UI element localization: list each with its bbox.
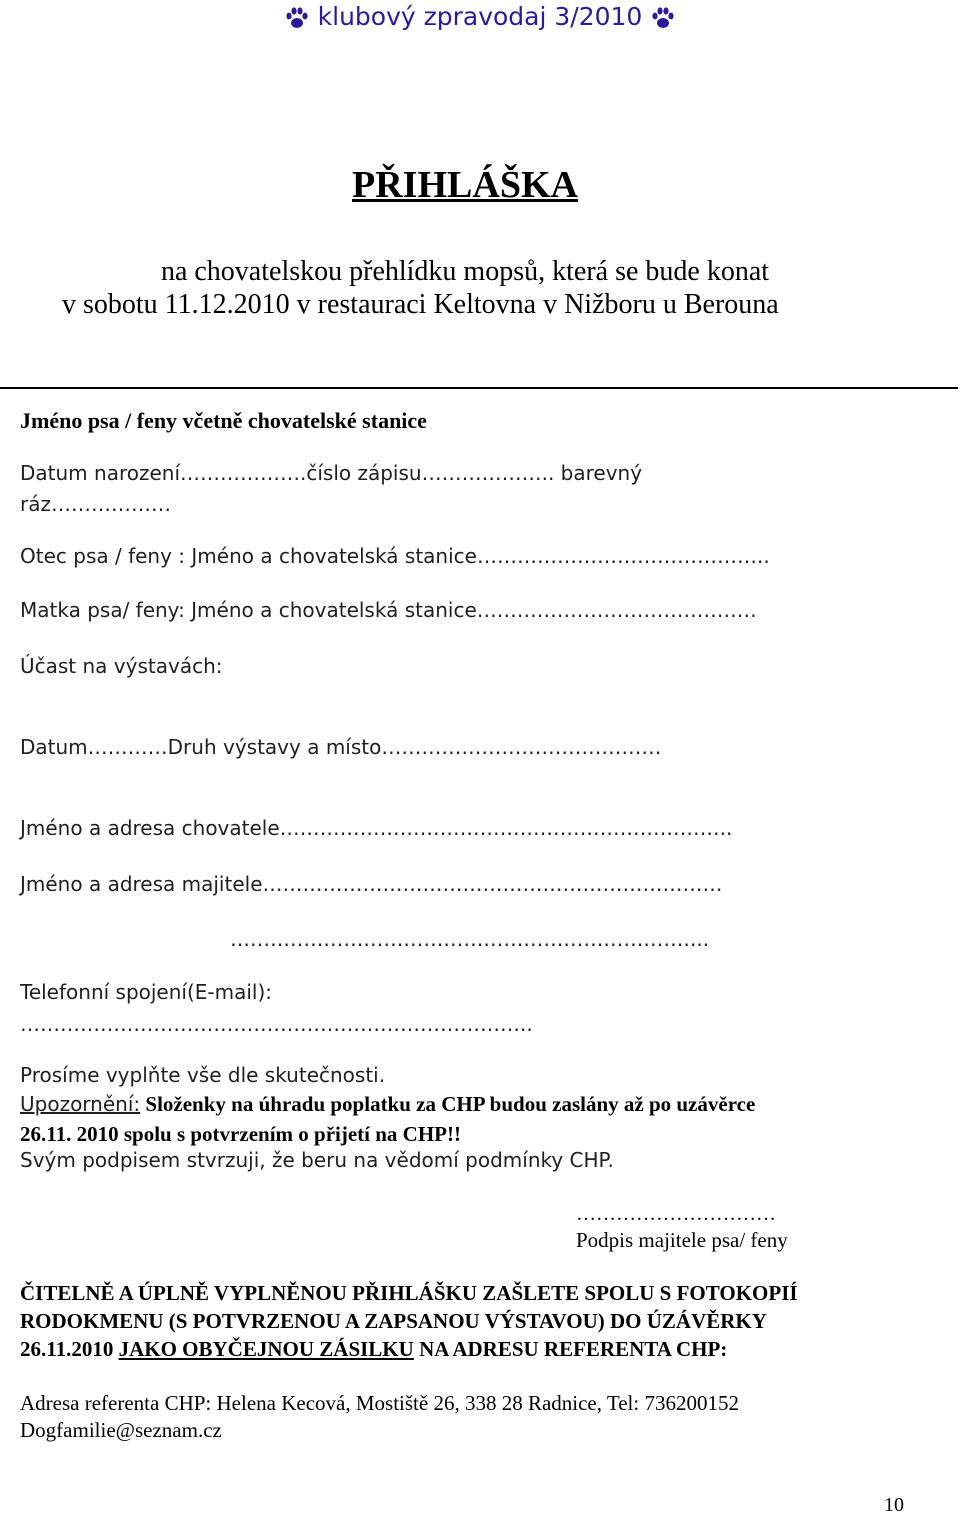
intro-line-1: na chovatelskou přehlídku mopsů, která se bude konat	[160, 256, 770, 287]
field-father: Otec psa / feny : Jméno a chovatelská stanice……………………………………..	[20, 544, 770, 568]
divider-line	[0, 387, 958, 389]
note-please-fill: Prosíme vyplňte vše dle skutečnosti.	[20, 1063, 386, 1087]
signature-label: Podpis majitele psa/ feny	[576, 1228, 788, 1252]
signature-line: …………………………	[576, 1203, 776, 1225]
field-shows: Účast na výstavách:	[20, 654, 223, 678]
field-owner: Jméno a adresa majitele……………………………………………………………	[20, 872, 723, 896]
address-intro: NA ADRESU REFERENTA CHP:	[413, 1337, 728, 1361]
field-phone-continuation: …………………………………………………………………..	[20, 1012, 533, 1036]
field-breeder: Jméno a adresa chovatele…………………………………………………………..	[20, 816, 733, 840]
form-title: PŘIHLÁŠKA	[352, 164, 578, 206]
warning-label: Upozornění:	[20, 1092, 141, 1116]
referent-email: Dogfamilie@seznam.cz	[20, 1418, 222, 1442]
deadline-date: 26.11.2010	[20, 1337, 119, 1361]
intro-line-2: v sobotu 11.12.2010 v restauraci Keltovna v Nižboru u Berouna	[62, 289, 779, 320]
field-dog-name: Jméno psa / feny včetně chovatelské stanice	[20, 408, 427, 433]
note-signature-consent: Svým podpisem stvrzuji, že beru na vědomí podmínky CHP.	[20, 1148, 614, 1172]
field-mother: Matka psa/ feny: Jméno a chovatelská stanice……………………………………	[20, 598, 757, 622]
instructions-line-2: RODOKMENU (S POTVRZENOU A ZAPSANOU VÝSTAVOU) DO ÚZÁVĚRKY	[20, 1309, 767, 1333]
field-birth-date: Datum narození……………….číslo zápisu……………….. barevný	[20, 461, 643, 485]
referent-address: Adresa referenta CHP: Helena Kecová, Mostiště 26, 338 28 Radnice, Tel: 736200152	[20, 1391, 739, 1415]
paw-icon	[650, 5, 676, 31]
mail-type: JAKO OBYČEJNOU ZÁSILKU	[118, 1337, 414, 1361]
instructions-line-1: ČITELNĚ A ÚPLNĚ VYPLNĚNOU PŘIHLÁŠKU ZAŠLETE SPOLU S FOTOKOPIÍ	[20, 1281, 798, 1305]
field-colour: ráz………………	[20, 492, 171, 516]
note-warning-continuation: 26.11. 2010 spolu s potvrzením o přijetí na CHP!!	[20, 1122, 461, 1146]
warning-text: Složenky na úhradu poplatku za CHP budou zaslány až po uzávěrce	[140, 1092, 756, 1116]
note-warning	[20, 1092, 755, 1117]
instructions-line-3	[20, 1337, 727, 1362]
page-number: 10	[884, 1494, 904, 1516]
field-owner-continuation: ……………………………………………………………...	[230, 927, 710, 951]
field-phone: Telefonní spojení(E-mail):	[20, 980, 273, 1004]
newsletter-header-text: klubový zpravodaj 3/2010	[317, 2, 643, 31]
paw-icon	[284, 5, 310, 31]
newsletter-header	[0, 2, 960, 31]
field-show-date-place: Datum…………Druh výstavy a místo……………………………………	[20, 735, 662, 759]
